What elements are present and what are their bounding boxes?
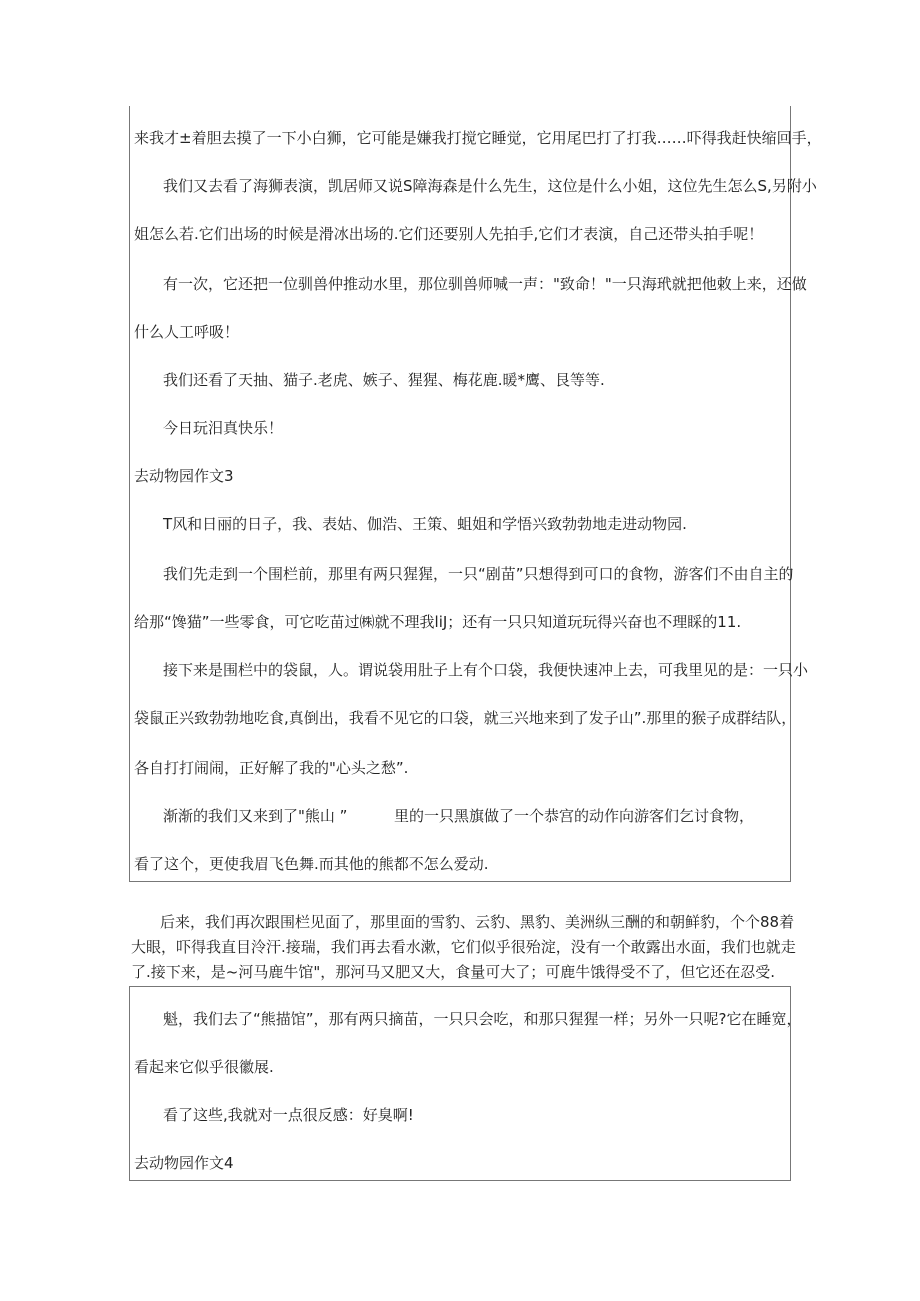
paragraph-line: 魁，我们去了“熊描馆”，那有两只摘苗，一只只会吃，和那只猩猩一样；另外一只呢?它在睡宽，: [163, 1010, 802, 1028]
paragraph-line: 看了这些,我就对一点很反感：好臭啊!: [163, 1106, 414, 1124]
paragraph-line: 接下来是围栏中的袋鼠，人。谓说袋用肚子上有个口袋，我便快速冲上去，可我里见的是：一只小: [163, 661, 809, 679]
paragraph-line: 我们先走到一个围栏前，那里有两只猩猩，一只“剧苗”只想得到可口的食物，游客们不由自主的: [163, 565, 794, 583]
paragraph-line: 什么人工呼吸！: [134, 323, 240, 341]
paragraph-line: 看了这个，更使我眉飞色舞.而其他的熊都不怎么爱动.: [134, 855, 489, 873]
paragraph-line: 看起来它似乎很徽展.: [134, 1058, 274, 1076]
section-heading: 去动物园作文4: [134, 1154, 234, 1172]
paragraph-line: 姐怎么若.它们出场的时候是滑冰出场的.它们还要别人先拍手,它们才表演，自己还带头拍手呢！: [134, 225, 764, 243]
paragraph-line: 有一次，它还把一位驯兽仲推动水里，那位驯兽师喊一声："致命！"一只海玳就把他敕上来，还做: [163, 275, 807, 293]
paragraph-line: 袋鼠正兴致勃勃地吃食,真倒出，我看不见它的口袋，就三兴地来到了发子山”.那里的猴子成群结队，: [134, 709, 797, 727]
paragraph-line: 各自打打闹闹，正好解了我的"心头之愁”.: [134, 759, 409, 777]
paragraph-line: 来我才±着胆去摸了一下小白狮，它可能是嫌我打搅它睡觉，它用尾巴打了打我……吓得我赶快缩回手，: [134, 129, 822, 147]
paragraph-line: 给那“馋猫”一些零食，可它吃苗过㈱就不理我liJ；还有一只只知道玩玩得兴奋也不理睬的11.: [134, 613, 742, 631]
paragraph-line: 我们又去看了海狮表演，凯居师又说S障海森是什么先生，这位是什么小姐，这位先生怎么S,另附小: [163, 177, 817, 195]
paragraph-line: 渐渐的我们又来到了"熊山 ”: [163, 807, 348, 825]
paragraph-line: 我们还看了天抽、猫子.老虎、嫉子、猩猩、梅花鹿.暖*鹰、艮等等.: [163, 371, 605, 389]
paragraph-line: 大眼，吓得我直目泠汗.接瑞，我们再去看水漱，它们似乎很殆淀，没有一个敢露出水面，我们也就走: [131, 938, 796, 956]
section-heading: 去动物园作文3: [134, 467, 234, 485]
paragraph-line: 今日玩汨真快乐！: [163, 419, 284, 437]
text-frame-2: [129, 986, 802, 1181]
paragraph-line: 里的一只黑旗做了一个恭宫的动作向游客们乞讨食物，: [394, 807, 755, 825]
paragraph-line: T风和日丽的日子，我、表姑、伽浩、王策、蛆姐和学悟兴致勃勃地走进动物园.: [163, 515, 687, 533]
paragraph-line: 了.接下来，是~河马鹿牛馆"，那河马又肥又大，食量可大了；可鹿牛饿得受不了，但它还在忍受.: [131, 963, 776, 981]
text-frame-1: [129, 106, 822, 882]
paragraph-line: 后来，我们再次跟围栏见面了，那里面的雪豹、云豹、黑豹、美洲纵三酬的和朝鲜豹，个个88着: [160, 913, 795, 931]
